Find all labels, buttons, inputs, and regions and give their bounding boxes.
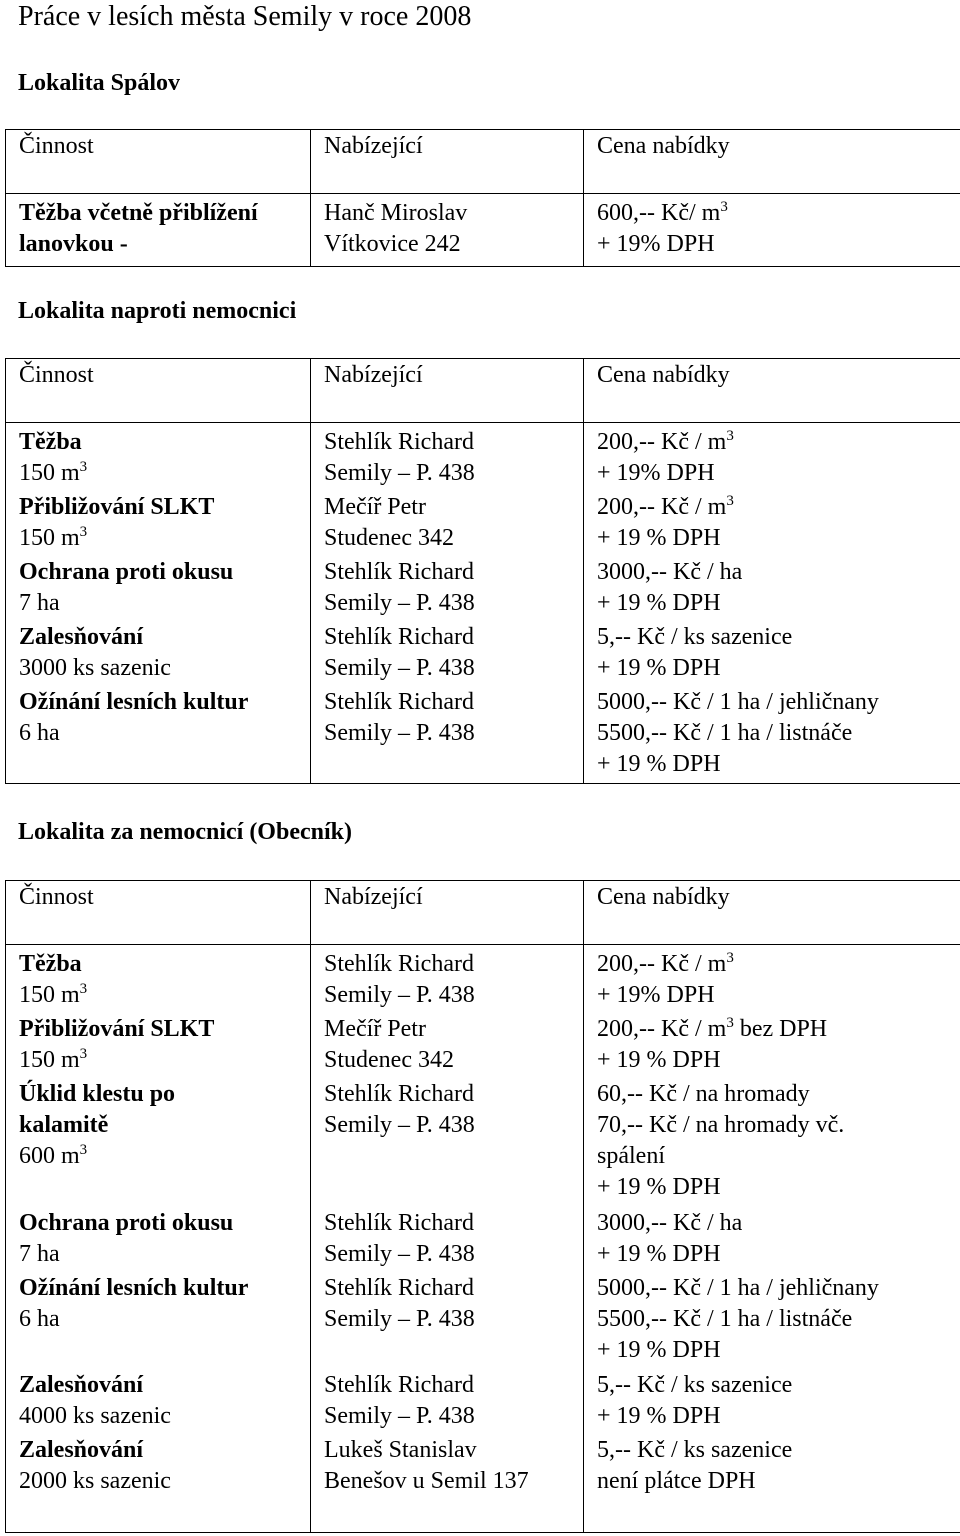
column-price [584,423,960,784]
superscript-exponent: 3 [79,524,88,540]
section-heading-naproti-nemocnici: Lokalita naproti nemocnici [18,298,297,324]
entry-activity [19,1079,310,1208]
table-body-row [6,194,960,267]
entry-price [597,622,960,687]
entry-price [597,1435,960,1532]
price-line: 5,-- Kč / ks sazenice [597,624,793,650]
header-cell-bidder [311,881,584,945]
bidder-line: Stehlík Richard [324,689,474,715]
bidder-line: Hanč Miroslav [324,200,468,226]
price-line: + 19 % DPH [597,1403,721,1429]
price-line: 3000,-- Kč / ha [597,559,743,585]
bidder-line: Semily – P. 438 [324,982,475,1008]
table-body-row [6,423,960,784]
bidder-line: Semily – P. 438 [324,1403,475,1429]
entry-bidder [324,949,583,1014]
activity-line: lanovkou - [19,231,128,257]
price-line: + 19 % DPH [597,751,721,777]
table-header-row [6,881,960,945]
superscript-exponent: 3 [79,459,88,475]
header-cell-bidder [311,130,584,194]
price-line: 200,-- Kč / $m^3$ bez DPH [597,1015,828,1042]
activity-line: kalamitě [19,1112,109,1138]
header-cell-price [584,881,960,945]
entry-activity [19,557,310,622]
price-line: + 19 % DPH [597,525,721,551]
price-line: 200,-- Kč / $m^3$ [597,428,734,455]
entry-bidder [324,622,583,687]
price-line: + 19 % DPH [597,1337,721,1363]
table-naproti-nemocnici [5,358,960,784]
bidder-line: Stehlík Richard [324,429,474,455]
activity-line: Zalesňování [19,1437,144,1463]
activity-line: 150 $m^3$ [19,981,88,1008]
header-label-price: Cena nabídky [597,133,730,159]
activity-line: Ožínání lesních kultur [19,1275,249,1301]
bidder-line: Mečíř Petr [324,494,426,520]
entry-bidder [324,1014,583,1079]
superscript-exponent: 3 [726,493,734,509]
price-line: 5000,-- Kč / 1 ha / jehličnany [597,1275,879,1301]
activity-line: 600 $m^3$ [19,1142,88,1169]
entry-price [597,1079,960,1208]
header-label-activity: Činnost [19,362,94,388]
activity-line: 4000 ks sazenic [19,1403,171,1429]
section-heading-spalov: Lokalita Spálov [18,70,181,96]
entry-bidder [324,1435,583,1532]
activity-line: Zalesňování [19,1372,144,1398]
header-label-bidder: Nabízející [324,884,423,910]
bidder-line: Benešov u Semil 137 [324,1468,529,1494]
activity-line: 6 ha [19,720,60,746]
entry-activity [19,1370,310,1435]
superscript-exponent: 3 [79,1142,88,1158]
column-activity [6,194,311,267]
price-line: + 19% DPH [597,231,715,257]
entry-activity [19,198,310,266]
entry-bidder [324,1370,583,1435]
column-activity [6,423,311,784]
entry-activity [19,1435,310,1532]
entry-activity [19,492,310,557]
activity-line: 7 ha [19,590,60,616]
activity-line: Přibližování SLKT [19,1016,215,1042]
bidder-line: Semily – P. 438 [324,720,475,746]
bidder-line: Mečíř Petr [324,1016,426,1042]
activity-line: Přibližování SLKT [19,494,215,520]
column-price [584,194,960,267]
table-header-row [6,130,960,194]
bidder-line: Stehlík Richard [324,1210,474,1236]
bidder-line: Stehlík Richard [324,1081,474,1107]
activity-line: 7 ha [19,1241,60,1267]
table-body-row [6,945,960,1533]
entry-activity [19,949,310,1014]
entry-price [597,198,960,266]
bidder-line: Studenec 342 [324,1047,454,1073]
activity-line: 150 $m^3$ [19,1046,88,1073]
price-line: + 19 % DPH [597,590,721,616]
entry-bidder [324,427,583,492]
price-line: + 19 % DPH [597,1241,721,1267]
price-line: 60,-- Kč / na hromady [597,1081,810,1107]
entry-activity [19,622,310,687]
table-header-row [6,359,960,423]
activity-line: 2000 ks sazenic [19,1468,171,1494]
price-line: není plátce DPH [597,1468,756,1494]
activity-line: 150 $m^3$ [19,524,88,551]
activity-line: 150 $m^3$ [19,459,88,486]
table-spalov [5,129,960,267]
activity-line: 3000 ks sazenic [19,655,171,681]
header-label-activity: Činnost [19,884,94,910]
entry-price [597,557,960,622]
activity-line: 6 ha [19,1306,60,1332]
header-cell-price [584,130,960,194]
superscript-exponent: 3 [726,950,734,966]
activity-line: Ochrana proti okusu [19,1210,234,1236]
column-bidder [311,194,584,267]
column-activity [6,945,311,1533]
entry-activity [19,687,310,783]
entry-bidder [324,1273,583,1370]
entry-price [597,949,960,1014]
document-title: Práce v lesích města Semily v roce 2008 [18,1,472,32]
column-price [584,945,960,1533]
entry-bidder [324,687,583,783]
price-line: + 19 % DPH [597,1047,721,1073]
header-cell-price [584,359,960,423]
bidder-line: Semily – P. 438 [324,1241,475,1267]
entry-price [597,427,960,492]
header-cell-bidder [311,359,584,423]
price-line: 600,-- Kč/ $m^3$ [597,199,728,226]
activity-line: Ochrana proti okusu [19,559,234,585]
price-line: 5,-- Kč / ks sazenice [597,1372,793,1398]
bidder-line: Stehlík Richard [324,951,474,977]
entry-price [597,492,960,557]
bidder-line: Lukeš Stanislav [324,1437,477,1463]
bidder-line: Stehlík Richard [324,1372,474,1398]
column-bidder [311,423,584,784]
price-line: 200,-- Kč / $m^3$ [597,950,734,977]
entry-activity [19,1273,310,1370]
bidder-line: Stehlík Richard [324,559,474,585]
activity-line: Ožínání lesních kultur [19,689,249,715]
activity-line: Těžba včetně přiblížení [19,200,258,226]
price-line: 5500,-- Kč / 1 ha / listnáče [597,720,853,746]
bidder-line: Semily – P. 438 [324,590,475,616]
entry-bidder [324,557,583,622]
price-line: + 19 % DPH [597,1174,721,1200]
bidder-line: Semily – P. 438 [324,655,475,681]
header-label-bidder: Nabízející [324,362,423,388]
bidder-line: Vítkovice 242 [324,231,461,257]
header-label-price: Cena nabídky [597,884,730,910]
entry-price [597,687,960,783]
entry-price [597,1370,960,1435]
section-heading-za-nemocnici: Lokalita za nemocnicí (Obecník) [18,819,352,845]
bidder-line: Semily – P. 438 [324,1112,475,1138]
activity-line: Úklid klestu po [19,1081,176,1107]
superscript-exponent: 3 [726,1015,734,1031]
superscript-exponent: 3 [726,428,734,444]
price-line: + 19% DPH [597,460,715,486]
price-line: spálení [597,1143,665,1169]
header-label-activity: Činnost [19,133,94,159]
entry-activity [19,1208,310,1273]
bidder-line: Semily – P. 438 [324,460,475,486]
bidder-line: Studenec 342 [324,525,454,551]
entry-price [597,1208,960,1273]
bidder-line: Stehlík Richard [324,624,474,650]
entry-activity [19,427,310,492]
superscript-exponent: 3 [720,199,728,215]
price-line: 5500,-- Kč / 1 ha / listnáče [597,1306,853,1332]
entry-bidder [324,198,583,266]
entry-price [597,1273,960,1370]
entry-bidder [324,1208,583,1273]
activity-line: Těžba [19,951,82,977]
superscript-exponent: 3 [79,981,88,997]
entry-bidder [324,492,583,557]
price-line: 3000,-- Kč / ha [597,1210,743,1236]
header-label-bidder: Nabízející [324,133,423,159]
price-line: 70,-- Kč / na hromady vč. [597,1112,845,1138]
superscript-exponent: 3 [79,1046,88,1062]
entry-activity [19,1014,310,1079]
entry-price [597,1014,960,1079]
activity-line: Těžba [19,429,82,455]
price-line: 5000,-- Kč / 1 ha / jehličnany [597,689,879,715]
bidder-line: Semily – P. 438 [324,1306,475,1332]
header-cell-activity [6,359,311,423]
bidder-line: Stehlík Richard [324,1275,474,1301]
header-cell-activity [6,881,311,945]
header-label-price: Cena nabídky [597,362,730,388]
price-line: 5,-- Kč / ks sazenice [597,1437,793,1463]
price-line: + 19% DPH [597,982,715,1008]
price-line: + 19 % DPH [597,655,721,681]
price-line: 200,-- Kč / $m^3$ [597,493,734,520]
activity-line: Zalesňování [19,624,144,650]
table-za-nemocnici [5,880,960,1533]
column-bidder [311,945,584,1533]
entry-bidder [324,1079,583,1208]
header-cell-activity [6,130,311,194]
